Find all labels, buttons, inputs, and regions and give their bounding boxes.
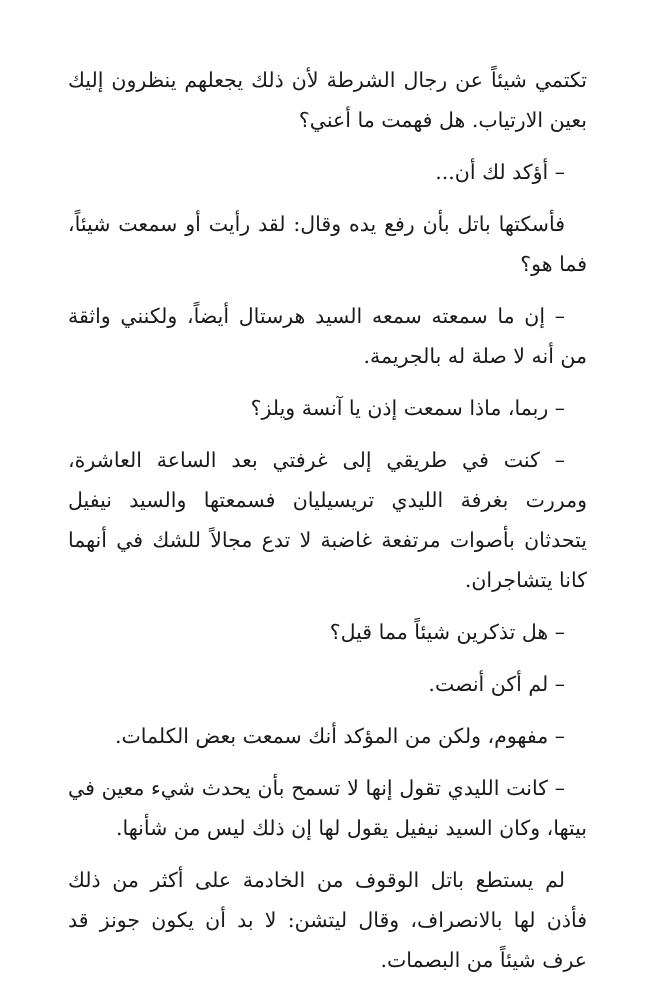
paragraph-1: تكتمي شيئاً عن رجال الشرطة لأن ذلك يجعلهم ينظرون إليك بعين الارتياب. هل فهمت ما أعني؟	[68, 68, 587, 132]
paragraph-5: – ربما، ماذا سمعت إذن يا آنسة ويلز؟	[250, 396, 565, 420]
paragraph-3: فأسكتها باتل بأن رفع يده وقال: لقد رأيت أو سمعت شيئاً، فما هو؟	[68, 212, 587, 276]
paragraph-8: – لم أكن أنصت.	[428, 672, 565, 696]
paragraph-7: – هل تذكرين شيئاً مما قيل؟	[329, 620, 565, 644]
paragraph-2: – أؤكد لك أن...	[435, 160, 565, 184]
paragraph-6: – كنت في طريقي إلى غرفتي بعد الساعة العاشرة، ومررت بغرفة الليدي تريسيليان فسمعتها والسيد نيفيل يتحدثان بأصوات مرتفعة غاضبة لا تدع مجالاً للشك في أنهما كانا يتشاجران.	[68, 448, 587, 592]
paragraph-11: لم يستطع باتل الوقوف من الخادمة على أكثر من ذلك فأذن لها بالانصراف، وقال ليتشن: لا بد أن يكون جونز قد عرف شيئاً من البصمات.	[68, 868, 587, 972]
paragraph-4: – إن ما سمعته سمعه السيد هرستال أيضاً، ولكنني واثقة من أنه لا صلة له بالجريمة.	[68, 304, 587, 368]
paragraph-10: – كانت الليدي تقول إنها لا تسمح بأن يحدث شيء معين في بيتها، وكان السيد نيفيل يقول لها إن ذلك ليس من شأنها.	[68, 776, 587, 840]
paragraph-9: – مفهوم، ولكن من المؤكد أنك سمعت بعض الكلمات.	[114, 724, 565, 748]
